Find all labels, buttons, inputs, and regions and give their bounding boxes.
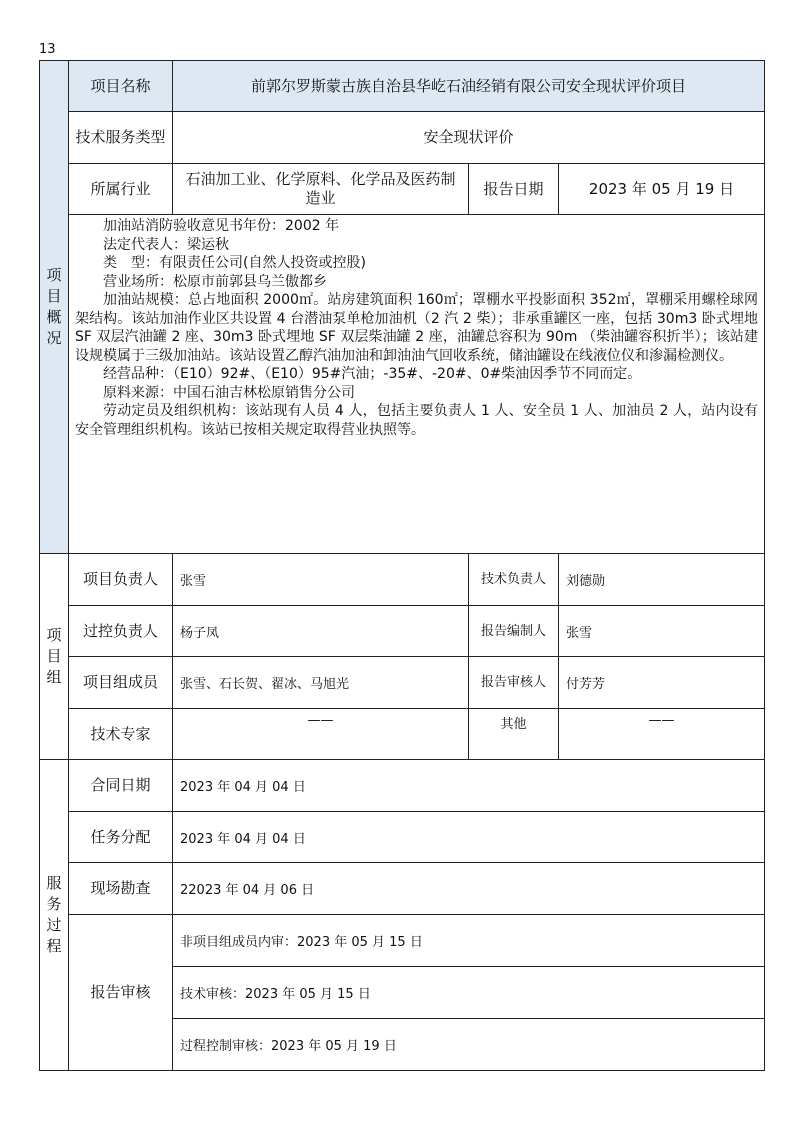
report-reviewer-value: 付芳芳 xyxy=(559,657,765,709)
survey-date-value: 22023 年 04 月 06 日 xyxy=(173,863,765,915)
process-row-task xyxy=(40,812,765,863)
contract-date-value: 2023 年 04 月 04 日 xyxy=(173,760,765,812)
project-name-row xyxy=(40,61,765,112)
team-section-cell xyxy=(40,554,69,760)
review-label: 报告审核 xyxy=(69,915,173,1071)
process-section-label: 服务过程 xyxy=(46,874,62,955)
task-date-value: 2023 年 04 月 04 日 xyxy=(173,812,765,863)
team-section-label: 项目组 xyxy=(46,626,62,686)
service-type-label: 技术服务类型 xyxy=(69,112,173,164)
overview-section-cell xyxy=(40,61,69,554)
team-row-leader xyxy=(40,554,765,606)
task-label: 任务分配 xyxy=(69,812,173,863)
review-internal-value: 非项目组成员内审：2023 年 05 月 15 日 xyxy=(173,915,765,967)
project-record-table xyxy=(39,60,765,1071)
review-process-value: 过程控制审核：2023 年 05 月 19 日 xyxy=(173,1019,765,1071)
overview-paragraph: 营业场所：松原市前郭县乌兰傲都乡 xyxy=(103,273,327,290)
team-row-expert xyxy=(40,709,765,760)
overview-paragraph: 类 型：有限责任公司(自然人投资或控股) xyxy=(103,255,366,271)
members-label: 项目组成员 xyxy=(69,657,173,709)
process-section-cell xyxy=(40,760,69,1071)
other-value: —— xyxy=(559,709,765,760)
process-leader-label: 过控负责人 xyxy=(69,606,173,657)
review-tech-value: 技术审核：2023 年 05 月 15 日 xyxy=(173,967,765,1019)
report-date-label: 报告日期 xyxy=(469,164,559,215)
project-name-label: 项目名称 xyxy=(69,61,173,112)
project-name-value: 前郭尔罗斯蒙古族自治县华屹石油经销有限公司安全现状评价项目 xyxy=(173,61,765,112)
project-leader-value: 张雪 xyxy=(173,554,469,606)
overview-paragraph: 加油站消防验收意见书年份：2002 年 xyxy=(103,218,340,234)
overview-paragraph: 加油站规模：总占地面积 2000㎡。站房建筑面积 160㎡；罩棚水平投影面积 352㎡，罩棚采用螺栓球网架结构。该站加油作业区共设置 4 台潜油泵单枪加油机（2 汽 2 柴）；非承重罐区一座，包括 30m3 卧式埋地 SF 双层汽油罐 2 座、30m3 卧式埋地 SF 双层柴油罐 2 座，油罐总容积为 90m （柴油罐容积折半）；该站建设规模属于三级加油站。该站设置乙醇汽油加油和卸油油气回收系统，储油罐设在线液位仪和渗漏检测仪。 xyxy=(75,292,759,364)
service-type-row xyxy=(40,112,765,164)
report-writer-value: 张雪 xyxy=(559,606,765,657)
survey-label: 现场勘查 xyxy=(69,863,173,915)
project-leader-label: 项目负责人 xyxy=(69,554,173,606)
tech-leader-label: 技术负责人 xyxy=(469,554,559,606)
process-leader-value: 杨子凤 xyxy=(173,606,469,657)
process-row-survey xyxy=(40,863,765,915)
team-row-process xyxy=(40,606,765,657)
service-type-value: 安全现状评价 xyxy=(173,112,765,164)
report-date-value: 2023 年 05 月 19 日 xyxy=(559,164,765,215)
report-writer-label: 报告编制人 xyxy=(469,606,559,657)
overview-paragraph: 法定代表人：梁运秋 xyxy=(103,236,229,253)
industry-row xyxy=(40,164,765,215)
industry-value: 石油加工业、化学原料、化学品及医药制造业 xyxy=(173,164,469,215)
overview-text-block xyxy=(69,215,765,554)
process-row-contract xyxy=(40,760,765,812)
overview-paragraph: 劳动定员及组织机构：该站现有人员 4 人，包括主要负责人 1 人、安全员 1 人、加油员 2 人，站内设有安全管理组织机构。该站已按相关规定取得营业执照等。 xyxy=(75,403,759,438)
overview-paragraph: 经营品种：（E10）92#、（E10）95#汽油；-35#、-20#、0#柴油因季节不同而定。 xyxy=(103,366,642,382)
members-value: 张雪、石长贺、翟冰、马旭光 xyxy=(173,657,469,709)
page-number: 13 xyxy=(39,42,56,57)
report-reviewer-label: 报告审核人 xyxy=(469,657,559,709)
industry-label: 所属行业 xyxy=(69,164,173,215)
overview-section-label: 项目概况 xyxy=(46,266,62,347)
contract-date-label: 合同日期 xyxy=(69,760,173,812)
process-row-review-internal xyxy=(40,915,765,967)
other-label: 其他 xyxy=(469,709,559,760)
expert-label: 技术专家 xyxy=(69,709,173,760)
team-row-members xyxy=(40,657,765,709)
tech-leader-value: 刘德勋 xyxy=(559,554,765,606)
expert-value: —— xyxy=(173,709,469,760)
overview-row xyxy=(40,215,765,554)
overview-paragraph: 原料来源：中国石油吉林松原销售分公司 xyxy=(103,384,355,401)
